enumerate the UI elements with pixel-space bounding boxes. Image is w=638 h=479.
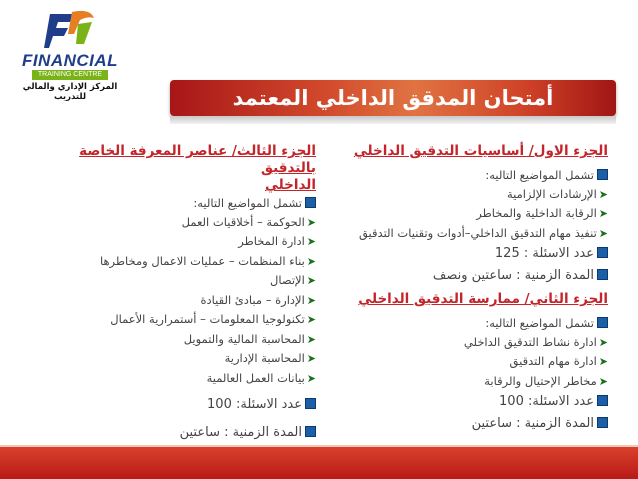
logo-emblem-icon bbox=[44, 8, 96, 52]
check-arrow-icon: ➤ bbox=[306, 352, 316, 365]
title-banner bbox=[170, 80, 616, 116]
part3-item: ➤الإدارة – مبادئ القيادة bbox=[24, 291, 316, 311]
check-arrow-icon: ➤ bbox=[598, 187, 608, 201]
check-arrow-icon: ➤ bbox=[306, 254, 316, 268]
blue-square-bullet-icon bbox=[305, 398, 316, 409]
check-arrow-icon: ➤ bbox=[598, 355, 608, 368]
part3-item: ➤المحاسبة المالية والتمويل bbox=[24, 330, 316, 350]
part1-item: ➤الرقابة الداخلية والمخاطر bbox=[348, 204, 608, 224]
check-arrow-icon: ➤ bbox=[306, 293, 316, 307]
blue-square-bullet-icon bbox=[597, 269, 608, 280]
part1-duration: المدة الزمنية : ساعتين ونصف bbox=[348, 265, 608, 287]
part2-item: ➤ادارة مهام التدقيق bbox=[348, 352, 608, 372]
logo-wordmark: FINANCIAL bbox=[21, 51, 119, 70]
right-column bbox=[348, 143, 608, 435]
check-arrow-icon: ➤ bbox=[306, 332, 316, 346]
check-arrow-icon: ➤ bbox=[598, 207, 608, 220]
check-arrow-icon: ➤ bbox=[306, 371, 316, 385]
blue-square-bullet-icon bbox=[597, 247, 608, 258]
part2-intro: تشمل المواضيع التاليه: bbox=[348, 314, 608, 333]
part2-item: ➤مخاطر الإحتيال والرقابة bbox=[348, 372, 608, 392]
part1-intro: تشمل المواضيع التاليه: bbox=[348, 166, 608, 185]
part3-intro: تشمل المواضيع التاليه: bbox=[24, 194, 316, 213]
check-arrow-icon: ➤ bbox=[598, 226, 608, 240]
left-column bbox=[24, 143, 316, 444]
banner-shadow bbox=[170, 116, 616, 124]
part1-item: ➤الإرشادات الإلزامية bbox=[348, 185, 608, 205]
part2-duration: المدة الزمنية : ساعتين bbox=[348, 413, 608, 435]
part3-duration: المدة الزمنية : ساعتين bbox=[24, 422, 316, 444]
logo-subtitle: TRAINING CENTRE bbox=[32, 70, 108, 80]
logo-arabic-name: المركز الإداري والمالي للتدريب bbox=[22, 82, 118, 102]
part3-item: ➤تكنولوجيا المعلومات – أستمرارية الأعمال bbox=[24, 310, 316, 330]
part1-item: ➤تنفيذ مهام التدقيق الداخلي–أدوات وتقنيات التدقيق bbox=[348, 224, 608, 244]
blue-square-bullet-icon bbox=[597, 317, 608, 328]
blue-square-bullet-icon bbox=[597, 417, 608, 428]
company-logo bbox=[10, 8, 130, 102]
check-arrow-icon: ➤ bbox=[306, 274, 316, 287]
check-arrow-icon: ➤ bbox=[598, 374, 608, 388]
page-title: أمتحان المدقق الداخلي المعتمد bbox=[232, 86, 554, 110]
part3-item: ➤بيانات العمل العالمية bbox=[24, 369, 316, 389]
part3-questions: عدد الاسئلة: 100 bbox=[24, 394, 316, 416]
part1-questions: عدد الاسئلة : 125 bbox=[348, 243, 608, 265]
check-arrow-icon: ➤ bbox=[306, 313, 316, 326]
part1-title: الجزء الاول/ أساسيات التدقيق الداخلي bbox=[353, 143, 608, 159]
check-arrow-icon: ➤ bbox=[306, 215, 316, 229]
blue-square-bullet-icon bbox=[305, 197, 316, 208]
blue-square-bullet-icon bbox=[597, 169, 608, 180]
check-arrow-icon: ➤ bbox=[598, 335, 608, 349]
part2-questions: عدد الاسئلة: 100 bbox=[348, 391, 608, 413]
blue-square-bullet-icon bbox=[305, 426, 316, 437]
part3-title-line1: الجزء الثالث/ عناصر المعرفة الخاصة بالتدقيق bbox=[79, 143, 316, 176]
part3-item: ➤الحوكمة – أخلاقيات العمل bbox=[24, 213, 316, 233]
footer-bar bbox=[0, 447, 638, 479]
part3-item: ➤ادارة المخاطر bbox=[24, 232, 316, 252]
part3-item: ➤بناء المنظمات – عمليات الاعمال ومخاطرها bbox=[24, 252, 316, 272]
part2-title: الجزء الثاني/ ممارسة التدقيق الداخلي bbox=[358, 291, 608, 307]
check-arrow-icon: ➤ bbox=[306, 235, 316, 248]
blue-square-bullet-icon bbox=[597, 395, 608, 406]
part3-item: ➤الإتصال bbox=[24, 271, 316, 291]
part2-item: ➤ادارة نشاط التدقيق الداخلي bbox=[348, 333, 608, 353]
part3-title-line2: الداخلي bbox=[264, 177, 316, 193]
part3-item: ➤المحاسبة الإدارية bbox=[24, 349, 316, 369]
